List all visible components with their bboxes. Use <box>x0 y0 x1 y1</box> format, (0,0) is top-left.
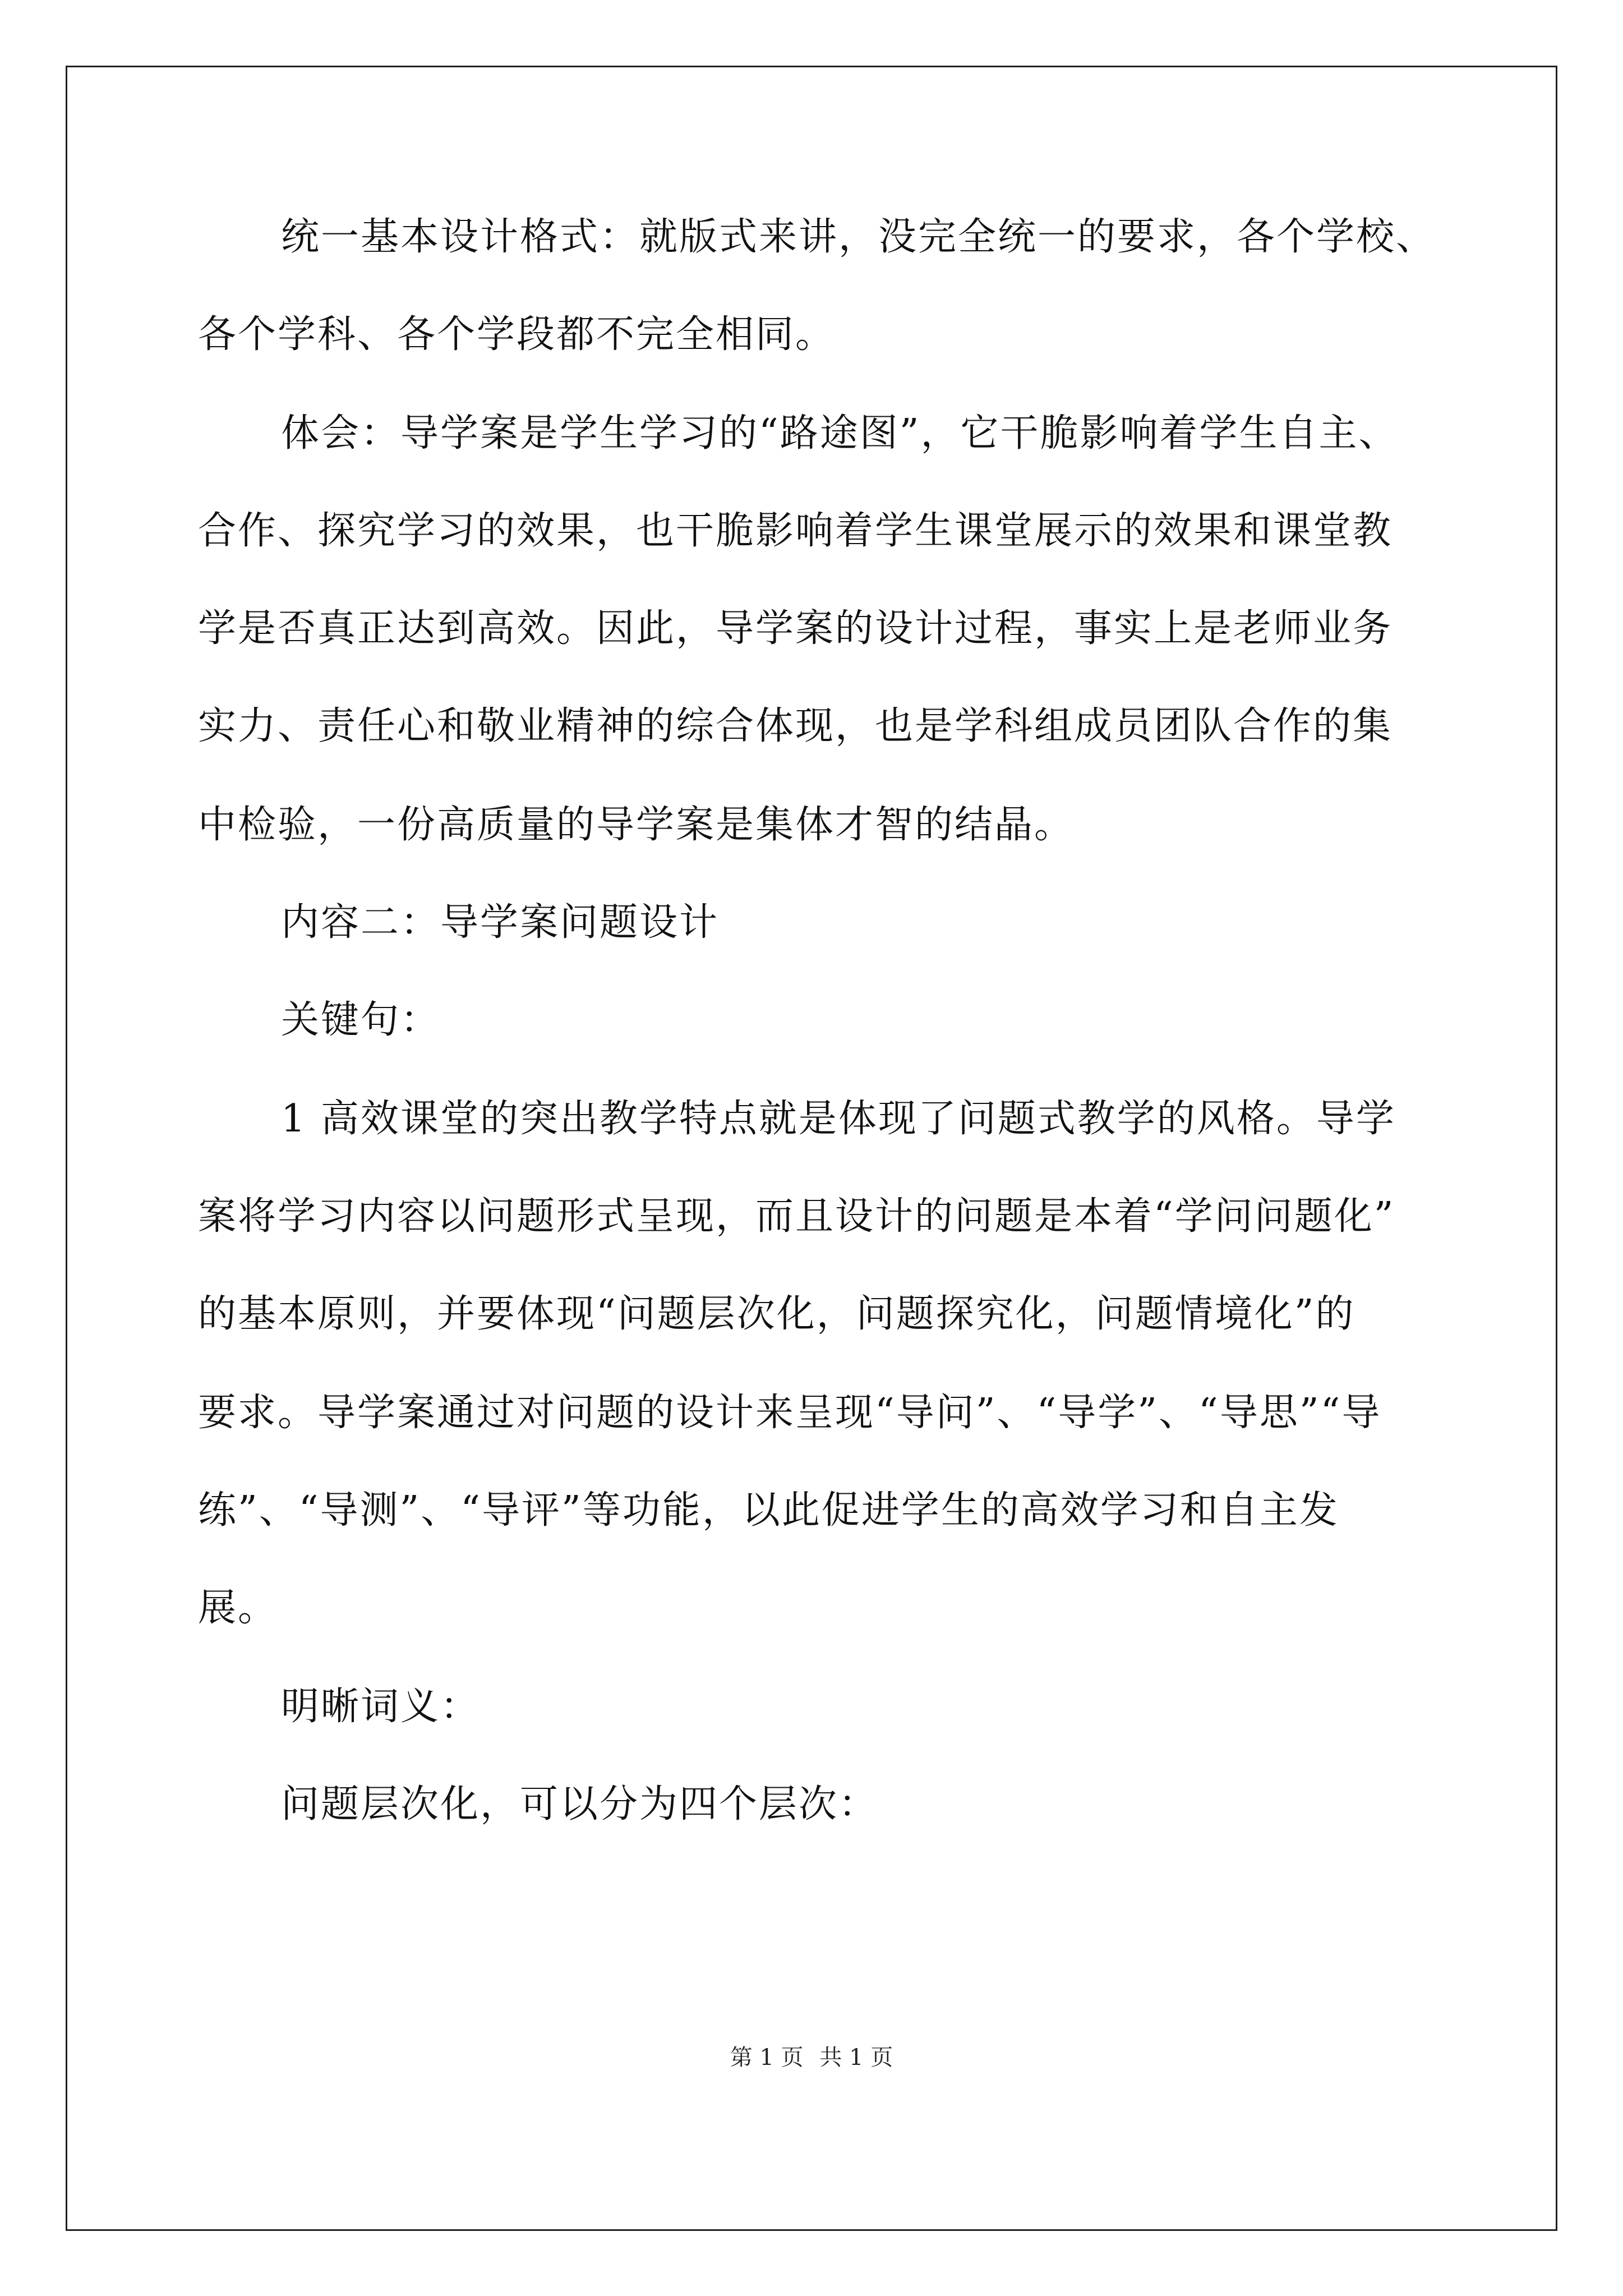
paragraph-line: 练”、“导测”、“导评”等功能，以此促进学生的高效学习和自主发 <box>198 1488 1339 1533</box>
paragraph-line: 展。 <box>198 1586 278 1630</box>
paragraph-line: 统一基本设计格式：就版式来讲，没完全统一的要求，各个学校、 <box>281 215 1436 259</box>
section-heading: 内容二：导学案问题设计 <box>281 900 720 945</box>
page-number: 第 1 页 <box>730 2045 804 2070</box>
paragraph-line: 学是否真正达到高效。因此，导学案的设计过程，事实上是老师业务 <box>198 606 1393 651</box>
page-total: 共 1 页 <box>819 2045 893 2070</box>
paragraph-line: 体会：导学案是学生学习的“路途图”，它干脆影响着学生自主、 <box>281 411 1399 455</box>
paragraph-line: 合作、探究学习的效果，也干脆影响着学生课堂展示的效果和课堂教 <box>198 509 1393 553</box>
paragraph-line: 各个学科、各个学段都不完全相同。 <box>198 312 836 357</box>
paragraph-line: 问题层次化，可以分为四个层次： <box>281 1782 879 1826</box>
paragraph-line: 中检验，一份高质量的导学案是集体才智的结晶。 <box>198 803 1075 847</box>
page-footer <box>0 2041 1623 2074</box>
page-border <box>66 66 1557 2231</box>
paragraph-line: 要求。导学案通过对问题的设计来呈现“导问”、“导学”、“导思”“导 <box>198 1391 1382 1435</box>
paragraph-line: 1 高效课堂的突出教学特点就是体现了问题式教学的风格。导学 <box>281 1097 1396 1141</box>
paragraph-line: 的基本原则，并要体现“问题层次化，问题探究化，问题情境化”的 <box>198 1292 1355 1336</box>
paragraph-line: 关键句： <box>281 998 441 1042</box>
paragraph-line: 案将学习内容以问题形式呈现，而且设计的问题是本着“学问问题化” <box>198 1194 1395 1239</box>
paragraph-line: 实力、责任心和敬业精神的综合体现，也是学科组成员团队合作的集 <box>198 704 1393 748</box>
paragraph-line: 明晰词义： <box>281 1685 481 1729</box>
